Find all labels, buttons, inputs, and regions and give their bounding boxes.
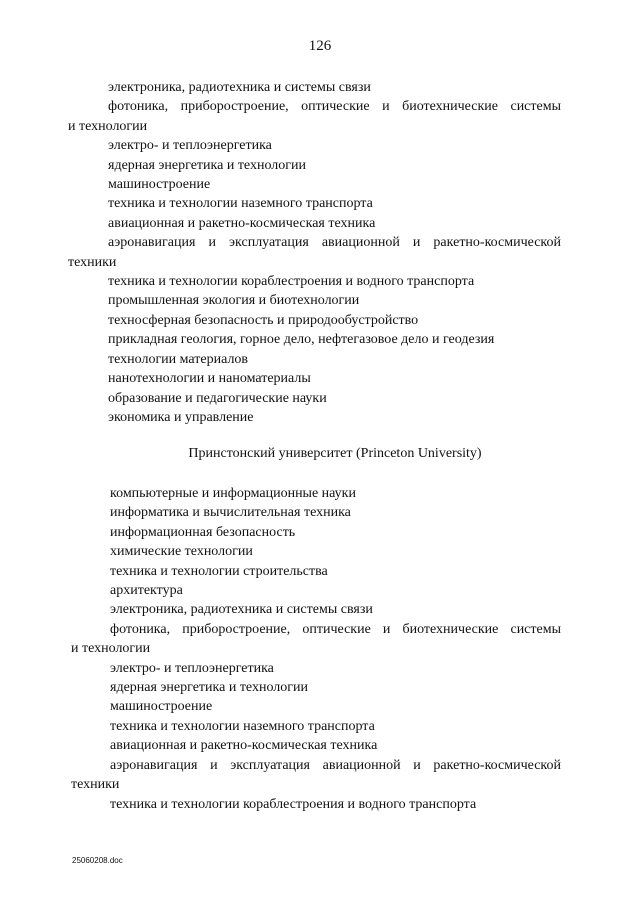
list-item: электро- и теплоэнергетика <box>108 138 272 154</box>
list-item-continuation: и технологии <box>68 118 148 134</box>
list-item: нанотехнологии и наноматериалы <box>108 371 311 387</box>
university-heading: Принстонский университет (Princeton University) <box>188 446 482 461</box>
list-item: электроника, радиотехника и системы связи <box>108 80 371 95</box>
list-item: информатика и вычислительная техника <box>110 505 351 521</box>
list-item: электро- и теплоэнергетика <box>110 660 274 676</box>
list-item: машиностроение <box>110 699 213 715</box>
list-item: авиационная и ракетно-космическая техника <box>110 738 378 754</box>
list-item: техника и технологии кораблестроения и водного транспорта <box>108 274 475 290</box>
list-item: техника и технологии кораблестроения и водного транспорта <box>110 796 477 812</box>
list-item: техника и технологии наземного транспорта <box>110 718 375 734</box>
list-item: архитектура <box>110 583 183 599</box>
list-item-text: аэронавигация и эксплуатация авиационной и ракетно-космической <box>108 235 561 251</box>
list-item <box>0 620 640 639</box>
list-item: техника и технологии строительства <box>110 563 328 579</box>
list-item: ядерная энергетика и технологии <box>110 680 308 696</box>
list-item: компьютерные и информационные науки <box>110 486 356 501</box>
document-filename: 25060208.doc <box>72 856 123 865</box>
list-item-text: фотоника, приборостроение, оптические и биотехнические системы <box>108 99 561 115</box>
list-item-text: аэронавигация и эксплуатация авиационной и ракетно-космической <box>110 757 561 773</box>
list-item: технологии материалов <box>108 351 249 367</box>
list-item: техносферная безопасность и природообустройство <box>108 312 419 328</box>
list-item: техника и технологии наземного транспорта <box>108 196 373 212</box>
list-item: авиационная и ракетно-космическая техника <box>108 215 376 231</box>
list-item-continuation: техники <box>71 777 120 793</box>
list-item: образование и педагогические науки <box>108 390 327 406</box>
list-item-continuation: и технологии <box>71 641 151 657</box>
list-item <box>0 756 640 775</box>
list-item <box>0 97 640 116</box>
directions-list-1 <box>0 78 640 427</box>
list-item <box>0 233 640 252</box>
list-item: ядерная энергетика и технологии <box>108 157 306 173</box>
list-item: информационная безопасность <box>110 524 296 540</box>
list-item: химические технологии <box>110 544 253 560</box>
list-item: электроника, радиотехника и системы связи <box>110 602 373 618</box>
list-item: машиностроение <box>108 177 211 193</box>
page-number: 126 <box>308 38 332 54</box>
list-item: экономика и управление <box>108 409 254 425</box>
list-item: прикладная геология, горное дело, нефтегазовое дело и геодезия <box>108 332 495 348</box>
directions-list-2 <box>0 484 640 814</box>
list-item-text: фотоника, приборостроение, оптические и биотехнические системы <box>110 621 561 637</box>
list-item-continuation: техники <box>68 254 117 270</box>
list-item: промышленная экология и биотехнологии <box>108 293 360 309</box>
